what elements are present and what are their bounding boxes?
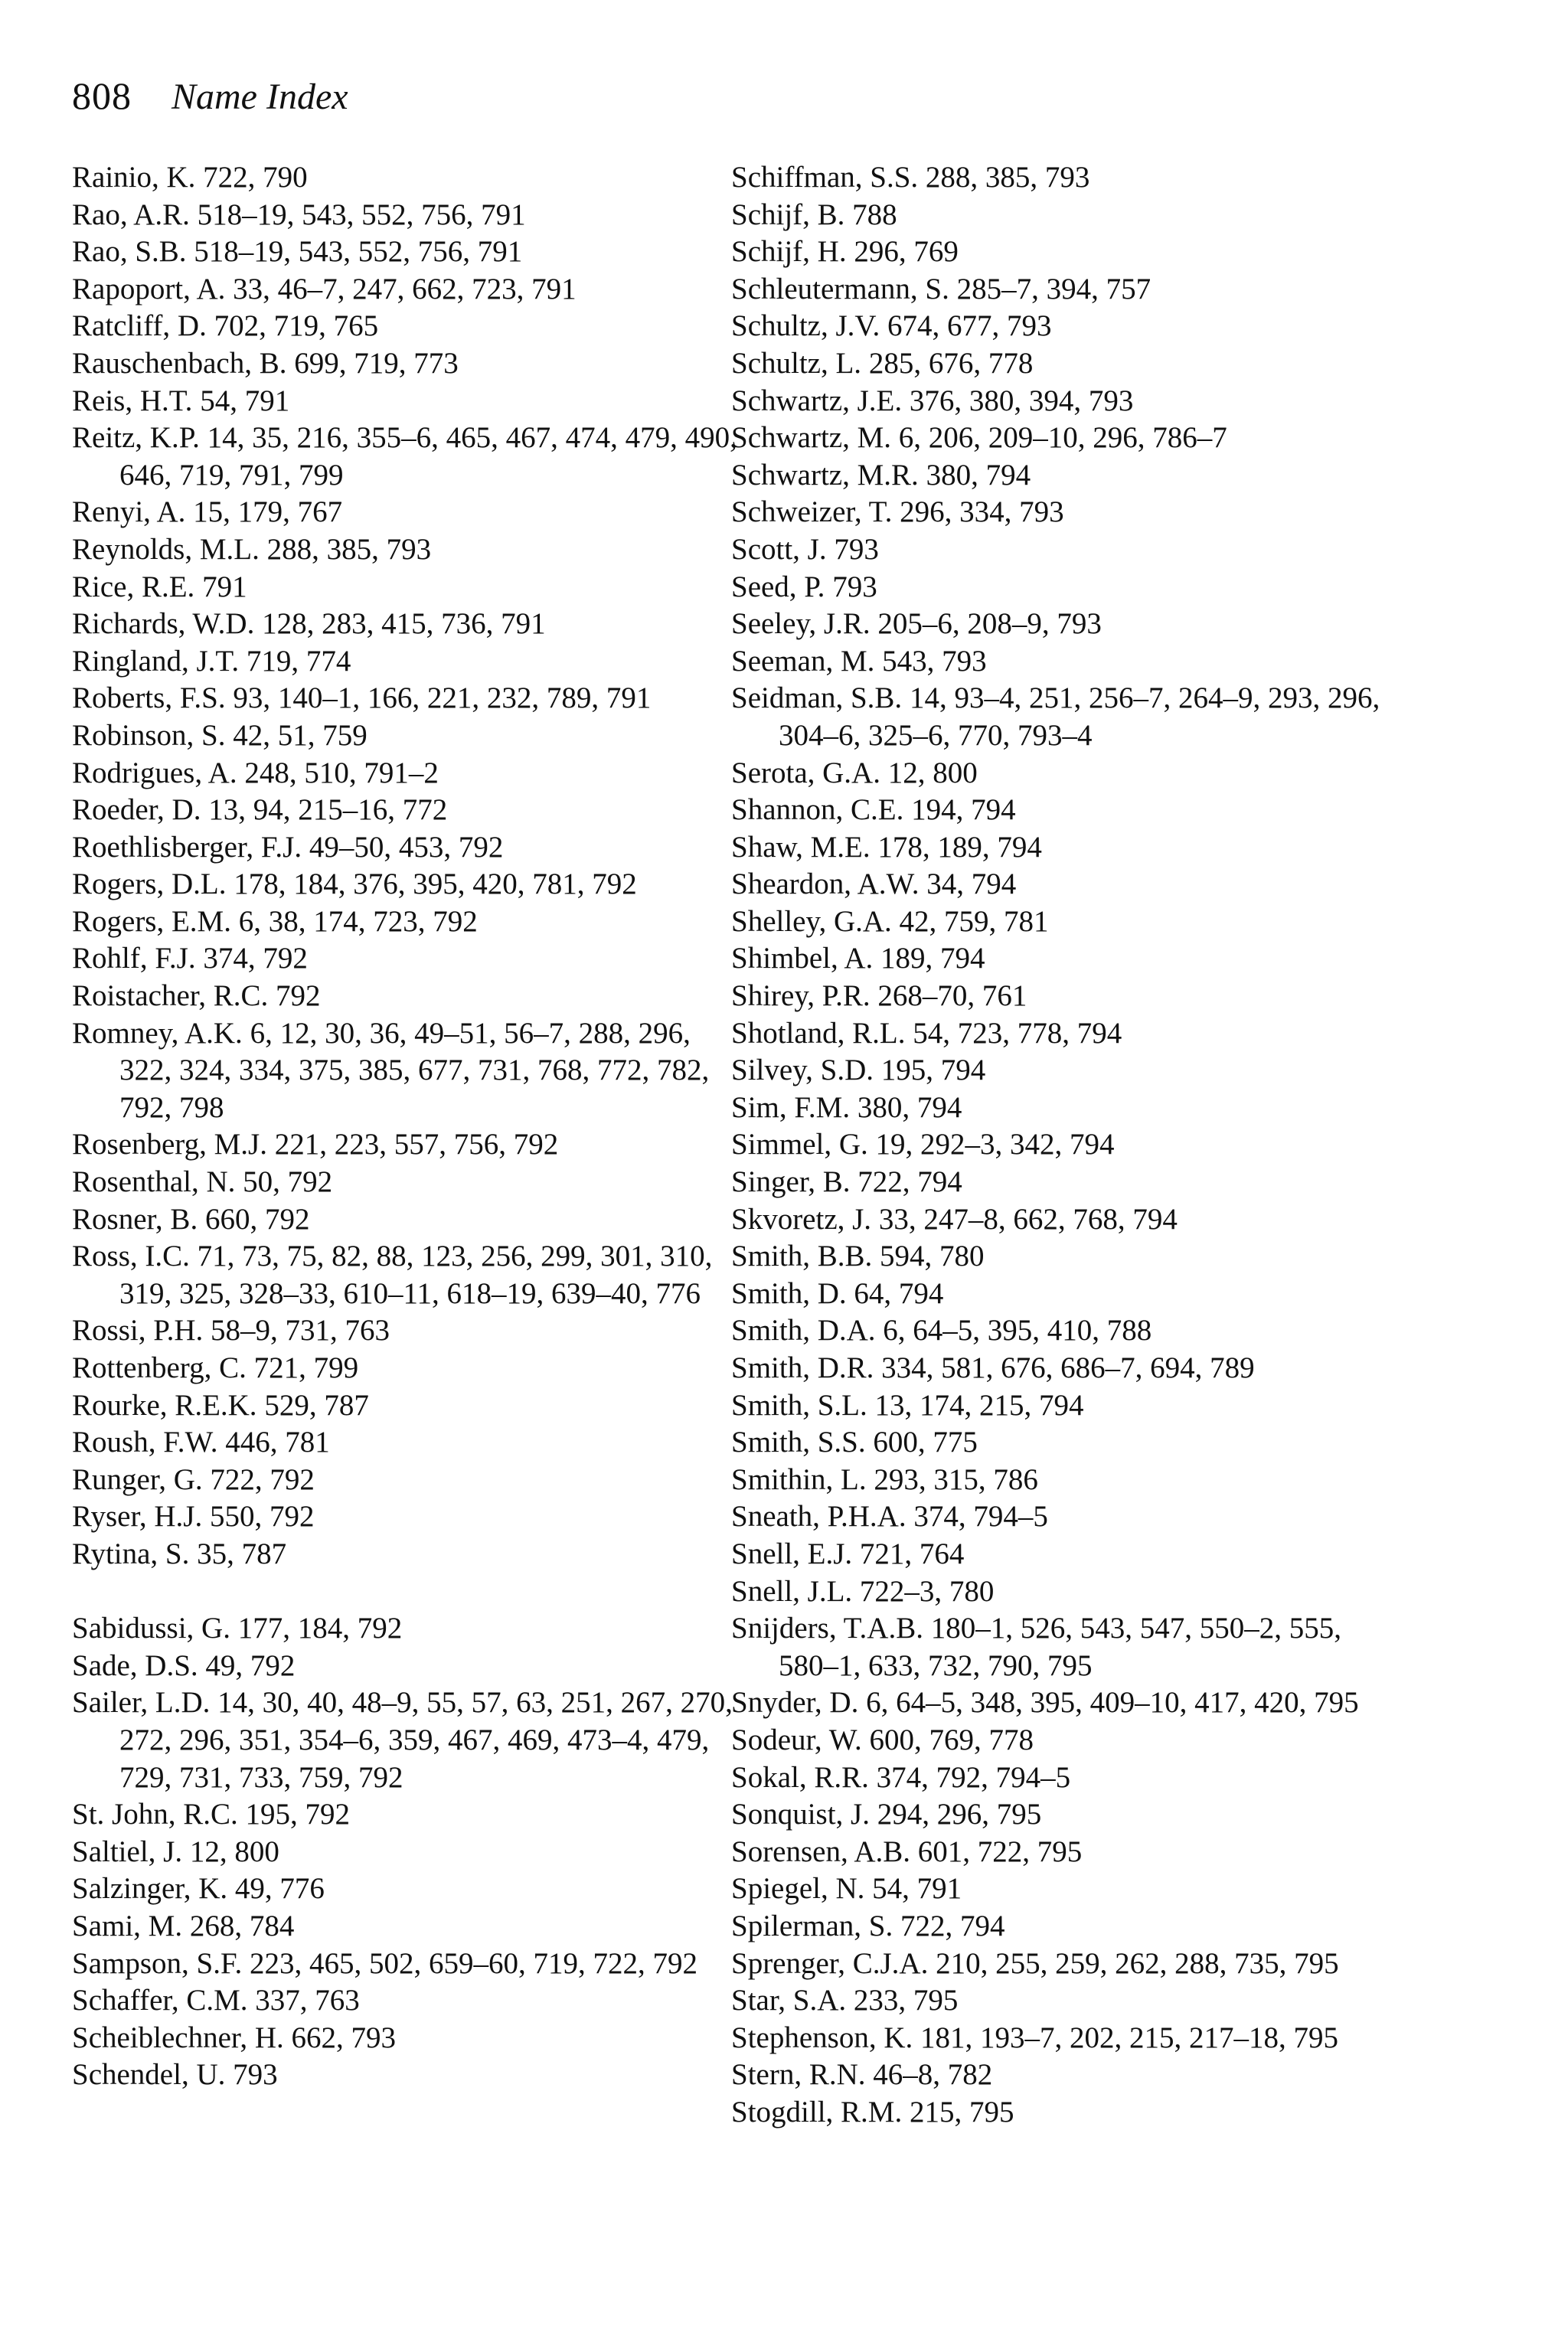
entry-pages: 58–9, 731, 763 [210, 1314, 390, 1348]
entry-name: Schijf, H. [731, 235, 847, 269]
entry-pages: 34, 794 [926, 867, 1017, 901]
entry-name: Rao, A.R. [72, 198, 190, 231]
entry-pages: 288, 385, 793 [266, 532, 432, 566]
index-entry [72, 978, 746, 1015]
index-entry [731, 1201, 1405, 1239]
entry-name: Rao, S.B. [72, 235, 187, 269]
index-entry [731, 1908, 1405, 1946]
entry-name: Seed, P. [731, 570, 825, 603]
entry-name: Shotland, R.L. [731, 1016, 906, 1050]
entry-pages: 194, 794 [911, 793, 1016, 827]
entry-name: Schultz, J.V. [731, 309, 880, 343]
index-entry [72, 1498, 746, 1536]
entry-name: Star, S.A. [731, 1984, 847, 2017]
index-entry [72, 717, 746, 755]
entry-pages: 221, 223, 557, 756, 792 [274, 1128, 559, 1161]
entry-pages: 46–8, 782 [873, 2058, 993, 2092]
entry-pages: 791 [202, 570, 247, 603]
entry-pages: 6, 38, 174, 723, 792 [238, 904, 478, 938]
entry-name: Shelley, G.A. [731, 904, 892, 938]
index-entry [731, 755, 1405, 792]
entry-name: Rosenberg, M.J. [72, 1128, 267, 1161]
entry-name: Scheiblechner, H. [72, 2021, 284, 2054]
entry-name: Rosner, B. [72, 1202, 198, 1236]
entry-pages: 33, 46–7, 247, 662, 723, 791 [233, 272, 577, 305]
index-entry [72, 308, 746, 345]
letter-section-gap [72, 1573, 746, 1611]
entry-name: Smith, S.L. [731, 1388, 867, 1422]
entry-name: Sampson, S.F. [72, 1946, 243, 1980]
index-entry [731, 1796, 1405, 1834]
entry-pages: 195, 794 [880, 1054, 986, 1087]
entry-name: Shirey, P.R. [731, 979, 871, 1013]
index-column-right [731, 159, 1405, 2131]
entry-pages: 722, 794 [900, 1909, 1005, 1942]
entry-pages: 722–3, 780 [859, 1574, 995, 1608]
entry-pages: 543, 793 [882, 644, 987, 678]
index-entry [731, 606, 1405, 643]
entry-pages: 722, 792 [210, 1462, 315, 1496]
entry-name: Rodrigues, A. [72, 756, 237, 789]
entry-name: Smith, B.B. [731, 1240, 873, 1273]
index-entry [72, 197, 746, 234]
index-entry [72, 903, 746, 941]
entry-name: Rourke, R.E.K. [72, 1388, 257, 1422]
index-entry [72, 1238, 746, 1312]
index-entry [731, 345, 1405, 383]
entry-pages: 19, 292–3, 342, 794 [875, 1128, 1115, 1161]
index-entry [72, 1610, 746, 1648]
entry-name: Rainio, K. [72, 161, 196, 194]
entry-pages: 49–50, 453, 792 [309, 830, 504, 864]
entry-name: Spiegel, N. [731, 1872, 865, 1906]
index-entry [72, 1946, 746, 1983]
entry-name: Snell, J.L. [731, 1574, 853, 1608]
index-entry [72, 1908, 746, 1946]
index-entry [731, 234, 1405, 271]
index-entry [731, 159, 1405, 197]
entry-pages: 50, 792 [243, 1165, 333, 1199]
entry-pages: 550, 792 [209, 1500, 315, 1534]
entry-name: Rottenberg, C. [72, 1351, 247, 1384]
index-entry [731, 680, 1405, 754]
entry-name: Roeder, D. [72, 793, 201, 827]
entry-pages: 376, 380, 394, 793 [909, 384, 1134, 417]
index-entry [72, 159, 746, 197]
entry-name: Robinson, S. [72, 718, 226, 752]
entry-pages: 54, 791 [872, 1872, 962, 1906]
index-entry [731, 1350, 1405, 1387]
entry-name: Sodeur, W. [731, 1723, 862, 1756]
entry-pages: 35, 787 [197, 1537, 287, 1570]
index-entry [72, 383, 746, 420]
index-entry [72, 1834, 746, 1871]
index-entry [731, 2020, 1405, 2057]
index-entry [731, 1090, 1405, 1127]
entry-name: Reis, H.T. [72, 384, 193, 417]
entry-pages: 42, 759, 781 [899, 904, 1049, 938]
entry-name: Scott, J. [731, 532, 827, 566]
entry-pages: 14, 30, 40, 48–9, 55, 57, 63, 251, 267, 270, 272, 296, 351, 354–6, 359, 467, 469, 473–4, 479, 729, 731, 733, 759, 792 [119, 1686, 733, 1794]
index-entry [72, 2020, 746, 2057]
entry-name: Schijf, B. [731, 198, 845, 231]
entry-name: Seidman, S.B. [731, 681, 903, 715]
entry-pages: 674, 677, 793 [887, 309, 1052, 343]
entry-pages: 334, 581, 676, 686–7, 694, 789 [881, 1351, 1255, 1384]
entry-name: Smith, S.S. [731, 1426, 866, 1459]
index-entry [731, 457, 1405, 495]
entry-pages: 699, 719, 773 [294, 346, 459, 380]
index-entry [731, 792, 1405, 829]
entry-pages: 13, 174, 215, 794 [874, 1388, 1084, 1422]
entry-pages: 446, 781 [225, 1426, 330, 1459]
entry-pages: 215, 795 [909, 2095, 1014, 2129]
entry-pages: 793 [832, 570, 877, 603]
index-entry [731, 197, 1405, 234]
entry-pages: 223, 465, 502, 659–60, 719, 722, 792 [250, 1946, 698, 1980]
entry-name: Schwartz, J.E. [731, 384, 903, 417]
index-entry [72, 569, 746, 606]
index-entry [731, 1722, 1405, 1759]
entry-name: Silvey, S.D. [731, 1054, 874, 1087]
entry-pages: 600, 775 [873, 1426, 978, 1459]
entry-pages: 210, 255, 259, 262, 288, 735, 795 [936, 1946, 1339, 1980]
entry-name: Ringland, J.T. [72, 644, 240, 678]
entry-name: Stogdill, R.M. [731, 2095, 903, 2129]
entry-pages: 662, 793 [291, 2021, 397, 2054]
entry-name: Snyder, D. [731, 1686, 859, 1720]
entry-name: Schweizer, T. [731, 495, 893, 529]
index-entry [72, 606, 746, 643]
entry-pages: 594, 780 [879, 1240, 985, 1273]
entry-name: Singer, B. [731, 1165, 851, 1199]
entry-name: Stern, R.N. [731, 2058, 866, 2092]
index-entry [72, 866, 746, 903]
entry-name: Simmel, G. [731, 1128, 868, 1161]
entry-name: Rice, R.E. [72, 570, 195, 603]
running-title: Name Index [172, 77, 348, 117]
entry-name: Smith, D.A. [731, 1314, 876, 1348]
entry-pages: 6, 12, 30, 36, 49–51, 56–7, 288, 296, 322, 324, 334, 375, 385, 677, 731, 768, 772, 782, 792, 798 [119, 1016, 710, 1124]
index-entry [72, 1126, 746, 1164]
index-entry [731, 1387, 1405, 1425]
entry-name: Shimbel, A. [731, 942, 874, 975]
index-entry [72, 1648, 746, 1685]
entry-name: Schleutermann, S. [731, 272, 949, 305]
entry-name: Saltiel, J. [72, 1834, 183, 1868]
entry-name: Serota, G.A. [731, 756, 880, 789]
entry-name: Ross, I.C. [72, 1240, 190, 1273]
index-entry [72, 1684, 746, 1796]
index-entry [731, 866, 1405, 903]
entry-pages: 293, 315, 786 [874, 1462, 1038, 1496]
entry-name: Schultz, L. [731, 346, 862, 380]
index-entry [731, 1015, 1405, 1053]
index-entry [731, 1982, 1405, 2020]
index-entry [72, 531, 746, 569]
entry-name: Rogers, E.M. [72, 904, 231, 938]
entry-pages: 177, 184, 792 [237, 1612, 403, 1645]
entry-pages: 337, 763 [255, 1984, 360, 2017]
entry-pages: 296, 334, 793 [900, 495, 1064, 529]
index-entry [72, 1201, 746, 1239]
entry-name: Roberts, F.S. [72, 681, 226, 715]
index-entry [731, 569, 1405, 606]
entry-pages: 178, 189, 794 [877, 830, 1042, 864]
entry-name: Spilerman, S. [731, 1909, 893, 1942]
entry-pages: 13, 94, 215–16, 772 [208, 793, 448, 827]
entry-name: Schendel, U. [72, 2058, 226, 2092]
entry-pages: 15, 179, 767 [193, 495, 343, 529]
entry-name: Rauschenbach, B. [72, 346, 287, 380]
entry-pages: 33, 247–8, 662, 768, 794 [878, 1202, 1178, 1236]
entry-name: Shaw, M.E. [731, 830, 871, 864]
entry-pages: 71, 73, 75, 82, 88, 123, 256, 299, 301, 310, 319, 325, 328–33, 610–11, 618–19, 639–40, 776 [119, 1240, 713, 1310]
entry-pages: 180–1, 526, 543, 547, 550–2, 555, 580–1, 633, 732, 790, 795 [779, 1612, 1341, 1682]
index-entry [731, 978, 1405, 1015]
index-entry [731, 1238, 1405, 1276]
entry-pages: 285, 676, 778 [868, 346, 1034, 380]
index-entry [731, 420, 1405, 457]
entry-name: Smith, D.R. [731, 1351, 874, 1384]
entry-pages: 93, 140–1, 166, 221, 232, 789, 791 [233, 681, 652, 715]
entry-pages: 233, 795 [853, 1984, 959, 2017]
entry-name: Shannon, C.E. [731, 793, 904, 827]
entry-pages: 189, 794 [880, 942, 985, 975]
index-entry [731, 1126, 1405, 1164]
index-entry [731, 1573, 1405, 1611]
entry-pages: 12, 800 [189, 1834, 279, 1868]
entry-pages: 601, 722, 795 [917, 1834, 1083, 1868]
entry-pages: 788 [852, 198, 897, 231]
entry-pages: 128, 283, 415, 736, 791 [262, 607, 546, 641]
index-entry [731, 271, 1405, 309]
entry-pages: 722, 794 [858, 1165, 962, 1199]
index-entry [731, 1610, 1405, 1684]
entry-name: Renyi, A. [72, 495, 186, 529]
entry-pages: 195, 792 [245, 1798, 350, 1831]
index-entry [72, 792, 746, 829]
entry-pages: 719, 774 [246, 644, 351, 678]
entry-pages: 380, 794 [857, 1090, 962, 1124]
entry-pages: 42, 51, 759 [233, 718, 368, 752]
entry-pages: 721, 764 [859, 1537, 965, 1570]
index-entry [72, 1015, 746, 1127]
entry-pages: 54, 791 [200, 384, 290, 417]
entry-name: Salzinger, K. [72, 1872, 228, 1906]
index-entry [731, 1684, 1405, 1722]
entry-name: Sim, F.M. [731, 1090, 851, 1124]
entry-name: Rytina, S. [72, 1537, 190, 1570]
entry-name: St. John, R.C. [72, 1798, 238, 1831]
entry-name: Sami, M. [72, 1909, 183, 1942]
index-entry [72, 1424, 746, 1462]
index-entry [731, 1164, 1405, 1201]
index-entry [72, 940, 746, 978]
entry-pages: 181, 193–7, 202, 215, 217–18, 795 [920, 2021, 1338, 2054]
entry-name: Smith, D. [731, 1276, 847, 1310]
entry-pages: 660, 792 [204, 1202, 310, 1236]
index-entry [72, 1387, 746, 1425]
entry-name: Schwartz, M.R. [731, 458, 919, 492]
entry-pages: 600, 769, 778 [869, 1723, 1034, 1756]
index-entry [731, 383, 1405, 420]
entry-pages: 374, 792 [203, 942, 308, 975]
index-entry [731, 308, 1405, 345]
entry-pages: 722, 790 [203, 161, 308, 194]
entry-name: Seeman, M. [731, 644, 875, 678]
index-entry [731, 494, 1405, 531]
index-entry [731, 1424, 1405, 1462]
entry-pages: 793 [233, 2058, 278, 2092]
index-column-left [72, 159, 746, 2094]
index-entry [731, 1498, 1405, 1536]
entry-pages: 268–70, 761 [877, 979, 1027, 1013]
entry-name: Ratcliff, D. [72, 309, 207, 343]
entry-name: Runger, G. [72, 1462, 203, 1496]
entry-pages: 721, 799 [253, 1351, 359, 1384]
index-entry [72, 1982, 746, 2020]
entry-name: Roistacher, R.C. [72, 979, 269, 1013]
index-entry [731, 1312, 1405, 1350]
entry-name: Richards, W.D. [72, 607, 255, 641]
entry-name: Roush, F.W. [72, 1426, 218, 1459]
index-entry [731, 2094, 1405, 2132]
entry-name: Snijders, T.A.B. [731, 1612, 923, 1645]
page-header [72, 74, 348, 127]
entry-name: Sade, D.S. [72, 1648, 198, 1682]
index-entry [731, 1462, 1405, 1499]
index-entry [72, 1350, 746, 1387]
entry-pages: 54, 723, 778, 794 [913, 1016, 1122, 1050]
index-entry [731, 829, 1405, 867]
index-entry [72, 345, 746, 383]
entry-pages: 6, 64–5, 348, 395, 409–10, 417, 420, 795 [866, 1686, 1359, 1720]
entry-name: Romney, A.K. [72, 1016, 243, 1050]
index-entry [72, 420, 746, 494]
entry-name: Rohlf, F.J. [72, 942, 196, 975]
entry-pages: 374, 794–5 [913, 1500, 1048, 1534]
entry-name: Rapoport, A. [72, 272, 226, 305]
entry-name: Seeley, J.R. [731, 607, 871, 641]
entry-pages: 178, 184, 376, 395, 420, 781, 792 [234, 867, 637, 901]
entry-name: Sokal, R.R. [731, 1760, 869, 1794]
entry-pages: 12, 800 [887, 756, 978, 789]
index-entry [72, 643, 746, 681]
entry-name: Reynolds, M.L. [72, 532, 260, 566]
entry-pages: 285–7, 394, 757 [956, 272, 1152, 305]
index-entry [731, 903, 1405, 941]
entry-name: Sprenger, C.J.A. [731, 1946, 929, 1980]
entry-pages: 793 [834, 532, 879, 566]
entry-name: Schiffman, S.S. [731, 161, 919, 194]
entry-pages: 49, 792 [205, 1648, 296, 1682]
entry-name: Sneath, P.H.A. [731, 1500, 906, 1534]
entry-pages: 288, 385, 793 [925, 161, 1090, 194]
entry-name: Schaffer, C.M. [72, 1984, 248, 2017]
entry-name: Sailer, L.D. [72, 1686, 211, 1720]
index-entry [72, 1536, 746, 1573]
index-entry [72, 2057, 746, 2094]
entry-pages: 248, 510, 791–2 [244, 756, 439, 789]
entry-pages: 49, 776 [234, 1872, 325, 1906]
entry-name: Ryser, H.J. [72, 1500, 203, 1534]
index-entry [72, 494, 746, 531]
entry-name: Rosenthal, N. [72, 1165, 236, 1199]
entry-pages: 14, 35, 216, 355–6, 465, 467, 474, 479, 490, 646, 719, 791, 799 [119, 421, 737, 492]
entry-name: Rogers, D.L. [72, 867, 227, 901]
index-entry [72, 829, 746, 867]
index-entry [72, 271, 746, 309]
entry-pages: 268, 784 [189, 1909, 295, 1942]
index-entry [731, 1536, 1405, 1573]
index-entry [731, 1834, 1405, 1871]
entry-pages: 6, 64–5, 395, 410, 788 [883, 1314, 1152, 1348]
index-entry [72, 1164, 746, 1201]
entry-name: Stephenson, K. [731, 2021, 913, 2054]
index-entry [72, 1870, 746, 1908]
entry-pages: 529, 787 [264, 1388, 369, 1422]
entry-name: Smithin, L. [731, 1462, 867, 1496]
entry-name: Sabidussi, G. [72, 1612, 230, 1645]
entry-pages: 294, 296, 795 [877, 1798, 1042, 1831]
index-entry [72, 680, 746, 717]
entry-pages: 518–19, 543, 552, 756, 791 [197, 198, 526, 231]
index-entry [731, 1276, 1405, 1313]
index-entry [731, 940, 1405, 978]
entry-pages: 792 [276, 979, 321, 1013]
index-entry [731, 1870, 1405, 1908]
index-entry [731, 2057, 1405, 2094]
index-entry [72, 1462, 746, 1499]
page-number: 808 [72, 74, 132, 117]
index-entry [731, 1946, 1405, 1983]
index-entry [731, 531, 1405, 569]
index-entry [731, 643, 1405, 681]
entry-pages: 374, 792, 794–5 [876, 1760, 1071, 1794]
index-entry [731, 1052, 1405, 1090]
entry-pages: 14, 93–4, 251, 256–7, 264–9, 293, 296, 304–6, 325–6, 770, 793–4 [779, 681, 1380, 752]
index-entry [72, 1312, 746, 1350]
entry-name: Skvoretz, J. [731, 1202, 872, 1236]
entry-pages: 296, 769 [854, 235, 959, 269]
index-entry [72, 1796, 746, 1834]
entry-pages: 702, 719, 765 [214, 309, 379, 343]
entry-pages: 64, 794 [854, 1276, 944, 1310]
entry-pages: 6, 206, 209–10, 296, 786–7 [898, 421, 1227, 455]
index-entry [731, 1759, 1405, 1797]
entry-pages: 518–19, 543, 552, 756, 791 [194, 235, 523, 269]
index-entry [72, 755, 746, 792]
entry-name: Roethlisberger, F.J. [72, 830, 302, 864]
index-entry [72, 234, 746, 271]
entry-name: Schwartz, M. [731, 421, 892, 455]
entry-pages: 205–6, 208–9, 793 [877, 607, 1102, 641]
entry-name: Rossi, P.H. [72, 1314, 204, 1348]
entry-name: Sonquist, J. [731, 1798, 870, 1831]
entry-name: Sorensen, A.B. [731, 1834, 910, 1868]
entry-pages: 380, 794 [926, 458, 1031, 492]
entry-name: Snell, E.J. [731, 1537, 853, 1570]
entry-name: Sheardon, A.W. [731, 867, 920, 901]
entry-name: Reitz, K.P. [72, 421, 200, 455]
